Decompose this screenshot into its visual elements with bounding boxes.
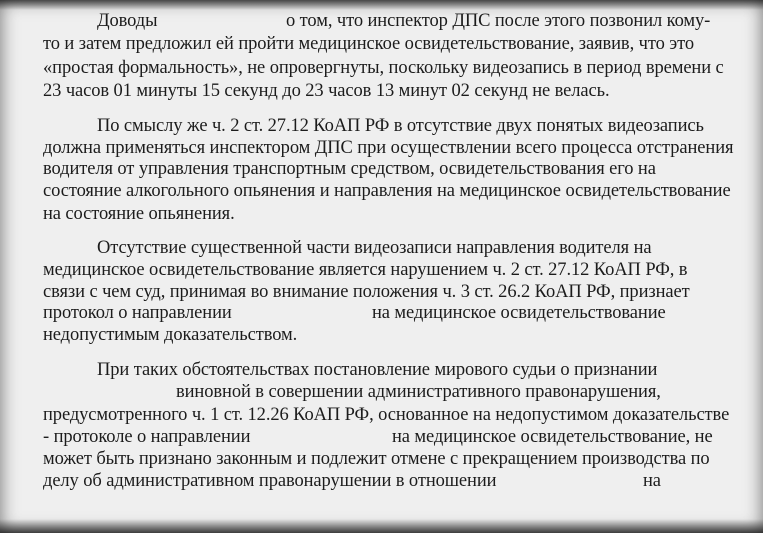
- scan-shadow-top: [0, 0, 763, 10]
- text-segment: предусмотренного ч. 1 ст. 12.26 КоАП РФ, основанное на недопустимом доказательстве: [43, 405, 730, 425]
- text-segment: - протоколе о направлении: [43, 427, 251, 447]
- text-segment: на медицинское освидетельствование, не: [392, 427, 713, 447]
- text-segment: то и затем предложил ей пройти медицинское освидетельствование, заявив, что это: [43, 34, 694, 54]
- text-segment: о том, что инспектор ДПС после этого позвонил кому-: [286, 11, 711, 31]
- text-segment: связи с чем суд, принимая во внимание положения ч. 3 ст. 26.2 КоАП РФ, признает: [43, 282, 690, 302]
- text-segment: Отсутствие существенной части видеозаписи направления водителя на: [97, 238, 652, 258]
- text-segment: недопустимым доказательством.: [43, 325, 298, 345]
- text-segment: на медицинское освидетельствование: [372, 303, 666, 323]
- text-segment: протокол о направлении: [43, 303, 232, 323]
- text-segment: водителя от управления транспортным средством, освидетельствования его на: [43, 159, 656, 179]
- text-segment: состояние алкогольного опьянения и направления на медицинское освидетельствование: [43, 181, 731, 201]
- text-segment: виновной в совершении административного правонарушения,: [176, 382, 661, 402]
- text-segment: Доводы: [97, 11, 158, 31]
- text-segment: делу об административном правонарушении в отношении: [43, 471, 497, 491]
- text-segment: на состояние опьянения.: [43, 204, 235, 224]
- text-segment: может быть признано законным и подлежит отмене с прекращением производства по: [43, 449, 710, 469]
- text-segment: «простая формальность», не опровергнуты, поскольку видеозапись в период времени с: [43, 58, 724, 78]
- text-segment: При таких обстоятельствах постановление мирового судьи о признании: [97, 360, 658, 380]
- text-segment: По смыслу же ч. 2 ст. 27.12 КоАП РФ в отсутствие двух понятых видеозапись: [97, 116, 704, 136]
- text-segment: медицинское освидетельствование является нарушением ч. 2 ст. 27.12 КоАП РФ, в: [43, 260, 688, 280]
- text-segment: на: [643, 471, 661, 491]
- text-segment: 23 часов 01 минуты 15 секунд до 23 часов 13 минут 02 секунд не велась.: [43, 81, 610, 101]
- scan-shadow-bottom: [0, 519, 763, 533]
- text-segment: должна применяться инспектором ДПС при осуществлении всего процесса отстранения: [43, 138, 734, 158]
